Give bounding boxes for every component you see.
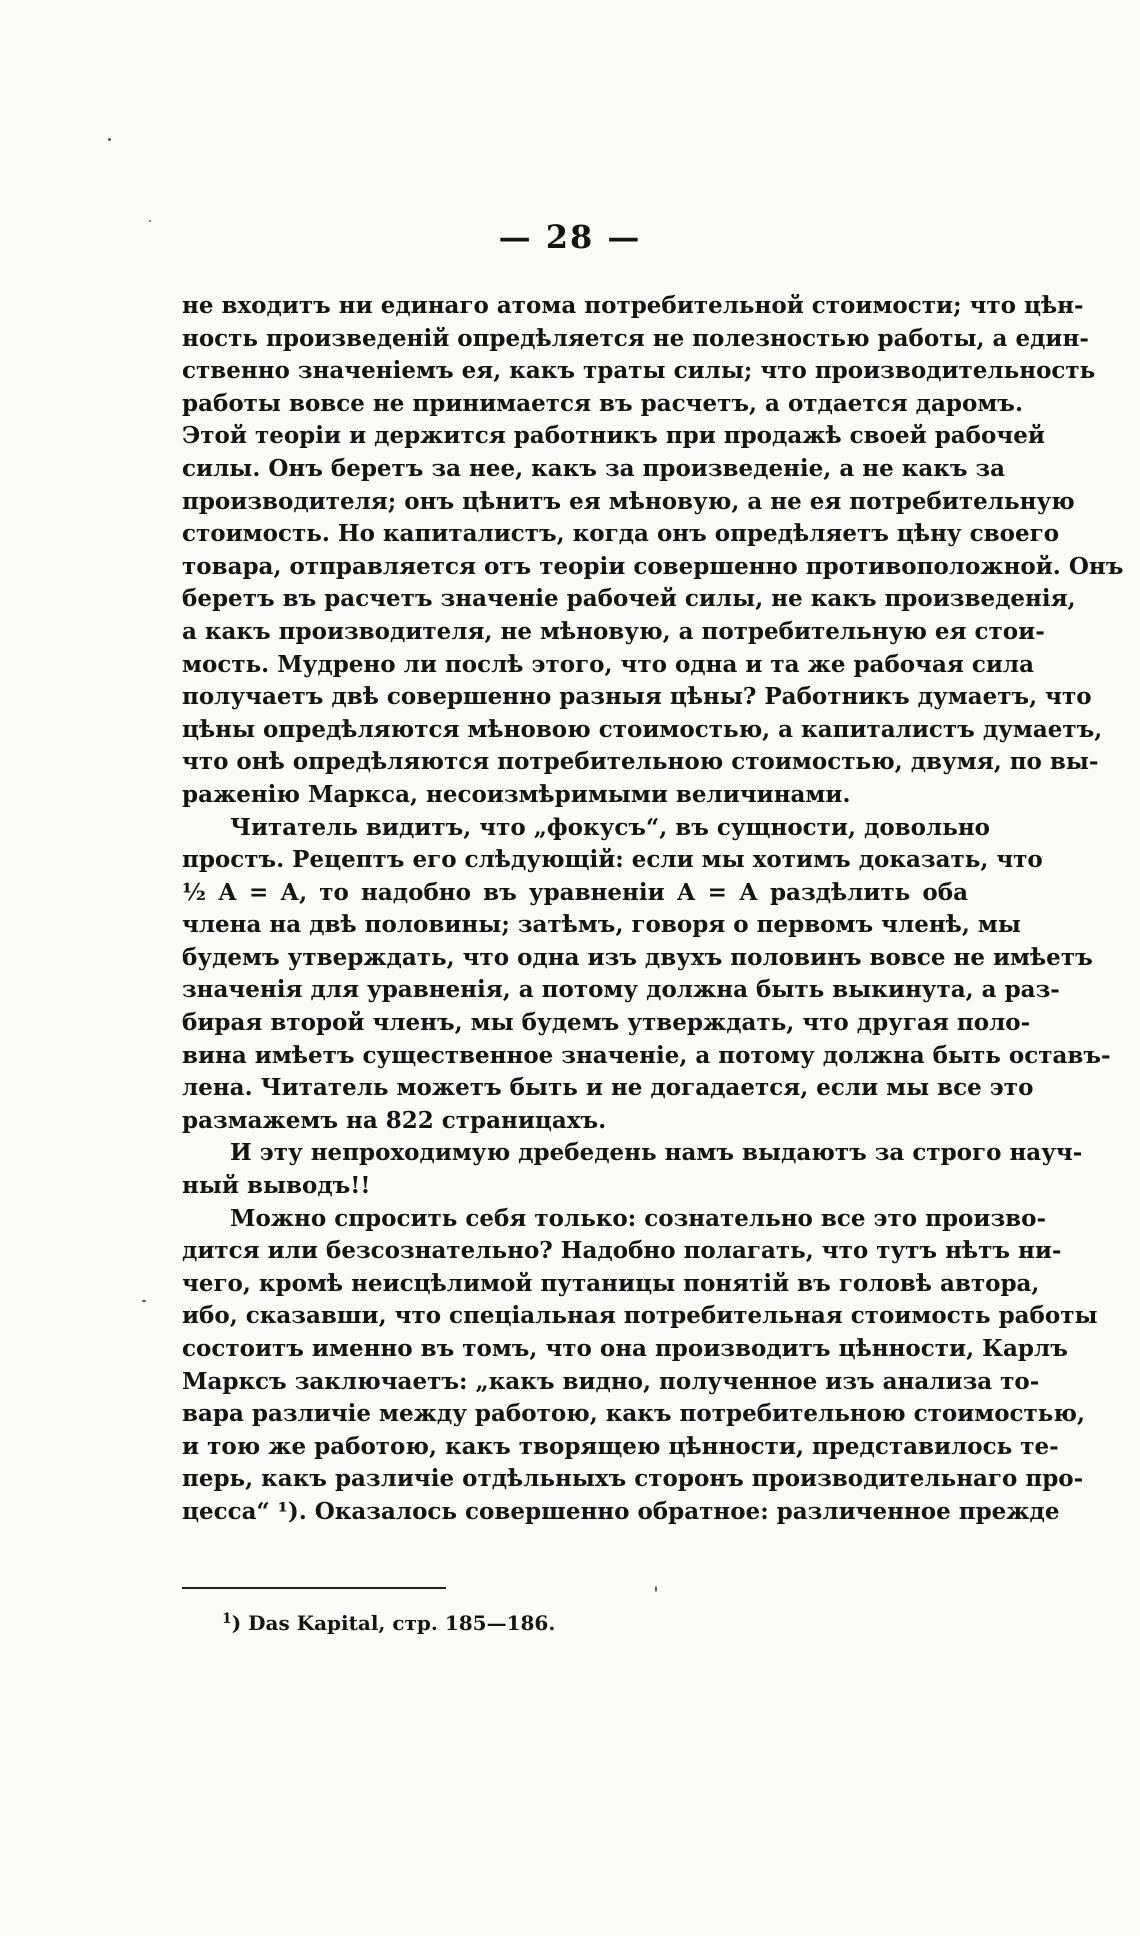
- paragraph-start-line: И эту непроходимую дребедень намъ выдаютъ за строго науч-: [230, 1139, 1083, 1167]
- text-line: Марксъ заключаетъ: „какъ видно, полученное изъ анализа то-: [182, 1367, 1040, 1395]
- text-line: товара, отправляется отъ теорiи совершенно противоположной. Онъ: [182, 552, 1124, 580]
- text-line: работы вовсе не принимается въ расчетъ, а отдается даромъ.: [182, 389, 1023, 417]
- body-text: [182, 290, 1124, 1529]
- text-line: значенiя для уравненiя, а потому должна быть выкинута, а раз-: [182, 976, 1060, 1004]
- footnote: [222, 1605, 555, 1637]
- text-line: будемъ утверждать, что одна изъ двухъ половинъ вовсе не имѣетъ: [182, 943, 1093, 971]
- text-line: лена. Читатель можетъ быть и не догадается, если мы все это: [182, 1074, 1034, 1102]
- scan-speck: [108, 138, 111, 141]
- text-line: ибо, сказавши, что спецiальная потребительная стоимость работы: [182, 1302, 1098, 1330]
- text-line: получаетъ двѣ совершенно разныя цѣны? Работникъ думаетъ, что: [182, 683, 1092, 711]
- text-line: ½ А = А, то надобно въ уравненiи А = А раздѣлить оба: [182, 878, 968, 906]
- text-line: ность произведенiй опредѣляется не полезностью работы, а един-: [182, 324, 1089, 352]
- text-line: вара различiе между работою, какъ потребительною стоимостью,: [182, 1400, 1086, 1428]
- scan-speck: [655, 1586, 657, 1592]
- footnote-marker: 1: [222, 1611, 232, 1627]
- paragraph-start-line: Можно спросить себя только: сознательно все это произво-: [230, 1204, 1046, 1232]
- page-number: — 28 —: [498, 218, 642, 256]
- text-line: вина имѣетъ существенное значенiе, а потому должна быть оставъ-: [182, 1041, 1111, 1069]
- text-line: цесса“ ¹). Оказалось совершенно обратное: различенное прежде: [182, 1497, 1060, 1525]
- text-line: и тою же работою, какъ творящею цѣнности, представилось те-: [182, 1432, 1059, 1460]
- text-line: мость. Мудрено ли послѣ этого, что одна и та же рабочая сила: [182, 650, 1035, 678]
- text-line: стоимость. Но капиталистъ, когда онъ опредѣляетъ цѣну своего: [182, 520, 1060, 548]
- text-line: перь, какъ различiе отдѣльныхъ сторонъ производительнаго про-: [182, 1465, 1084, 1493]
- text-line: Этой теорiи и держится работникъ при продажѣ своей рабочей: [182, 422, 1045, 450]
- footnote-divider: [182, 1587, 446, 1589]
- text-line: что онѣ опредѣляются потребительною стоимостью, двумя, по вы-: [182, 748, 1099, 776]
- paragraph-end-line: раженiю Маркса, несоизмѣримыми величинами.: [182, 780, 851, 808]
- scan-speck: [149, 220, 151, 222]
- text-line: простъ. Рецептъ его слѣдующiй: если мы хотимъ доказать, что: [182, 846, 1043, 874]
- text-line: не входитъ ни единаго атома потребительной стоимости; что цѣн-: [182, 292, 1084, 319]
- text-line: производителя; онъ цѣнитъ ея мѣновую, а не ея потребительную: [182, 487, 1075, 515]
- paragraph-start-line: Читатель видитъ, что „фокусъ“, въ сущности, довольно: [230, 813, 990, 841]
- paragraph-end-line: ный выводъ!!: [182, 1172, 371, 1200]
- text-line: бирая второй членъ, мы будемъ утверждать, что другая поло-: [182, 1009, 1031, 1037]
- text-line: а какъ производителя, не мѣновую, а потребительную ея стои-: [182, 617, 1045, 645]
- text-line: чего, кромѣ неисцѣлимой путаницы понятiй въ головѣ автора,: [182, 1269, 1040, 1297]
- footnote-text: ) Das Kapital, стр. 185—186.: [231, 1611, 556, 1635]
- text-line: ственно значенiемъ ея, какъ траты силы; что производительность: [182, 357, 1096, 385]
- text-line: состоитъ именно въ томъ, что она производитъ цѣнности, Карлъ: [182, 1335, 1068, 1362]
- text-line: силы. Онъ беретъ за нее, какъ за произведенiе, а не какъ за: [182, 454, 1006, 482]
- paragraph-end-line: размажемъ на 822 страницахъ.: [182, 1106, 607, 1134]
- text-line: беретъ въ расчетъ значенiе рабочей силы, не какъ произведенiя,: [182, 585, 1076, 613]
- scan-speck: [142, 1300, 146, 1302]
- text-line: цѣны опредѣляются мѣновою стоимостью, а капиталистъ думаетъ,: [182, 715, 1103, 743]
- text-line: члена на двѣ половины; затѣмъ, говоря о первомъ членѣ, мы: [182, 911, 1021, 939]
- text-line: дится или безсознательно? Надобно полагать, что тутъ нѣтъ ни-: [182, 1237, 1062, 1265]
